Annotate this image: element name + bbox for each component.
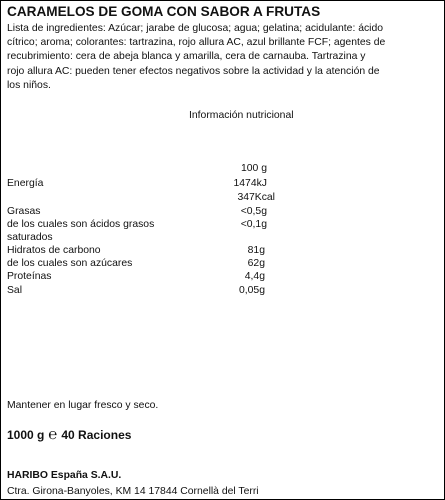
nutrition-row-value: 62g (247, 258, 265, 269)
ingredients-line: cítrico; aroma; colorantes: tartrazina, rojo allura AC, azul brillante FCF; agentes de (7, 37, 386, 49)
nutrition-row-name: Grasas (7, 206, 41, 217)
servings-count: 40 Raciones (61, 428, 132, 442)
nutrition-per-header: 100 g (240, 163, 267, 174)
net-weight: 1000 g (7, 428, 45, 442)
ingredients-line: los niños. (7, 79, 51, 91)
company-address: Ctra. Girona-Banyoles, KM 14 17844 Cornellà del Terri (7, 486, 259, 497)
nutrition-row-value: 0,05g (238, 285, 265, 296)
company-name: HARIBO España S.A.U. (7, 470, 122, 481)
nutrition-energy-kcal: 347Kcal (237, 192, 275, 203)
nutrition-row-name: de los cuales son azúcares (7, 258, 133, 269)
ingredients-line: Lista de ingredientes: Azúcar; jarabe de glucosa; agua; gelatina; acidulante: ácido (7, 23, 384, 34)
ingredients-line: recubrimiento: cera de abeja blanca y amarilla, cera de carnauba. Tartrazina y (7, 51, 366, 63)
nutrition-row-name: Sal (7, 285, 23, 296)
product-title: CARAMELOS DE GOMA CON SABOR A FRUTAS (7, 4, 321, 19)
nutrition-title: Información nutricional (189, 110, 294, 121)
net-quantity (7, 428, 131, 442)
storage-instructions: Mantener en lugar fresco y seco. (7, 400, 159, 411)
nutrition-row-value: <0,5g (240, 206, 267, 217)
ingredients-list (7, 22, 439, 93)
nutrition-row-name: Proteínas (7, 271, 52, 282)
nutrition-row-name: Hidratos de carbono (7, 245, 101, 256)
nutrition-row-name: saturados (7, 232, 53, 243)
nutrition-row-value: 81g (247, 245, 265, 256)
nutrition-row-value: 4,4g (244, 271, 265, 282)
estimated-sign-icon: ℮ (48, 426, 58, 443)
nutrition-row-name: de los cuales son ácidos grasos (7, 219, 155, 230)
ingredients-line: rojo allura AC: pueden tener efectos negativos sobre la actividad y la atención de (7, 65, 380, 77)
nutrition-energy-kj: 1474kJ (233, 178, 267, 189)
nutrition-energy-label: Energía (7, 178, 44, 189)
nutrition-row-value: <0,1g (240, 219, 267, 230)
